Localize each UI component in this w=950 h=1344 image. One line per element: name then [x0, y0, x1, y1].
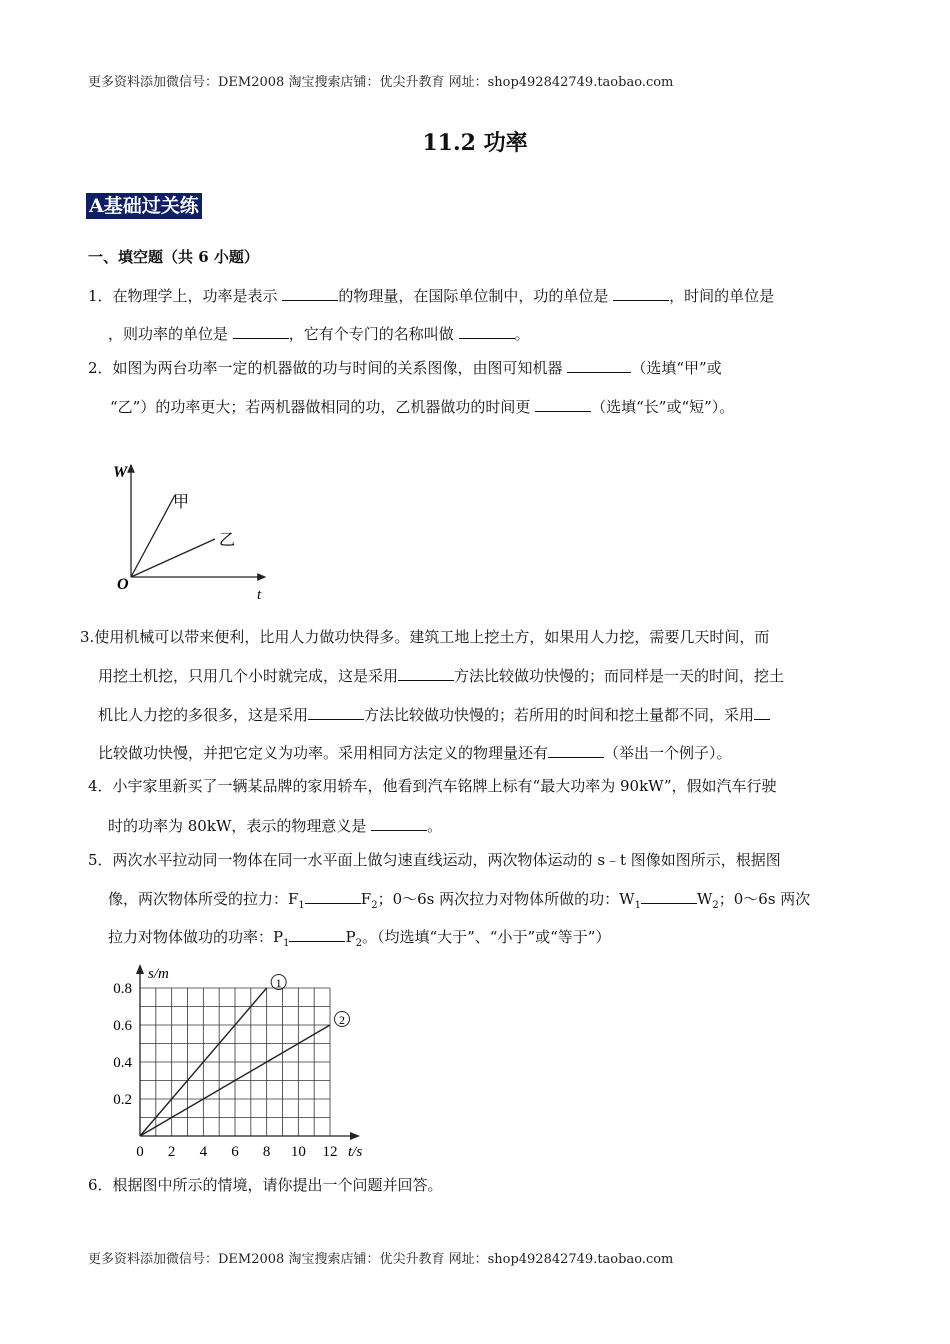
- y-axis-label: s/m: [148, 966, 169, 982]
- x-tick-label: 10: [290, 1144, 306, 1160]
- label-jia: 甲: [173, 494, 190, 511]
- series-label: 1: [275, 976, 282, 990]
- question-3-line-1: 3.使用机械可以带来便利，比用人力做功快得多。建筑工地上挖土方，如果用人力挖，需要几天时间，而: [80, 628, 770, 646]
- y-tick-label: 0.4: [113, 1055, 132, 1071]
- section-badge: A基础过关练: [86, 193, 202, 219]
- question-5-line-3: 拉力对物体做功的功率：$P_1$ $P_2$。（均选填“大于”、“小于”或“等于”）: [108, 928, 611, 949]
- answer-blank[interactable]: [459, 323, 515, 339]
- answer-blank[interactable]: [305, 888, 361, 904]
- question-6: 6．根据图中所示的情境，请你提出一个问题并回答。: [88, 1176, 443, 1194]
- question-4-line-1: 4．小宇家里新买了一辆某品牌的家用轿车，他看到汽车铭牌上标有“最大功率为 90kW”，假如汽车行驶: [88, 777, 777, 795]
- question-1-line-2: ，则功率的单位是 ，它有个专门的名称叫做 。: [108, 325, 530, 343]
- question-3-line-3: 机比人力挖的多很多，这是采用 方法比较做功快慢的；若所用的时间和挖土量都不同，采用: [98, 704, 770, 725]
- answer-blank[interactable]: [548, 742, 604, 758]
- subsection-heading: 一、填空题（共 6 小题）: [88, 248, 259, 266]
- answer-blank[interactable]: [613, 285, 669, 301]
- answer-blank[interactable]: [371, 815, 427, 831]
- x-tick-label: 6: [231, 1144, 239, 1160]
- s-t-chart: [100, 958, 380, 1163]
- series-label: 2: [339, 1013, 345, 1027]
- x-tick-label: 4: [199, 1144, 208, 1160]
- label-yi: 乙: [219, 532, 236, 549]
- y-tick-label: 0.8: [113, 981, 132, 997]
- line-jia: [131, 495, 175, 577]
- y-axis-label: W: [113, 464, 128, 481]
- page-title: 11.2 功率: [422, 130, 528, 156]
- answer-blank[interactable]: [535, 396, 591, 412]
- origin-label: O: [117, 576, 129, 593]
- answer-blank[interactable]: [398, 665, 454, 681]
- question-5-line-1: 5．两次水平拉动同一物体在同一水平面上做匀速直线运动，两次物体运动的 s﹣t 图像如图所示，根据图: [88, 851, 781, 869]
- answer-blank[interactable]: [641, 888, 697, 904]
- x-axis-label: t: [257, 587, 262, 603]
- x-tick-label: 0: [136, 1144, 144, 1160]
- answer-blank[interactable]: [567, 357, 631, 373]
- x-tick-label: 12: [322, 1144, 338, 1160]
- x-axis-arrow: [350, 1132, 360, 1140]
- work-time-graph: [105, 455, 275, 605]
- answer-blank[interactable]: [754, 704, 770, 720]
- question-5-line-2: 像，两次物体所受的拉力：$F_1$ $F_2$；0～6s 两次拉力对物体所做的功：$W_1$ $W_2$；0～6s 两次: [108, 890, 811, 911]
- x-tick-label: 2: [167, 1144, 176, 1160]
- answer-blank[interactable]: [233, 323, 289, 339]
- y-tick-label: 0.6: [113, 1018, 132, 1034]
- question-2-line-1: 2．如图为两台功率一定的机器做的功与时间的关系图像，由图可知机器 （选填“甲”或: [88, 359, 722, 377]
- x-tick-label: 8: [262, 1144, 271, 1160]
- line-yi: [131, 539, 215, 577]
- page-footer: 更多资料添加微信号：DEM2008 淘宝搜索店铺：优尖升教育 网址：shop492842749.taobao.com: [88, 1252, 674, 1267]
- answer-blank[interactable]: [308, 704, 364, 720]
- question-3-line-4: 比较做功快慢，并把它定义为功率。采用相同方法定义的物理量还有 （举出一个例子）。: [98, 744, 732, 762]
- answer-blank[interactable]: [282, 285, 338, 301]
- y-tick-label: 0.2: [113, 1092, 132, 1108]
- page-header: 更多资料添加微信号：DEM2008 淘宝搜索店铺：优尖升教育 网址：shop492842749.taobao.com: [88, 75, 674, 90]
- question-2-line-2: “乙”）的功率更大；若两机器做相同的功，乙机器做功的时间更 （选填“长”或“短”）。: [110, 398, 735, 416]
- x-axis-label: t/s: [348, 1144, 363, 1160]
- y-axis-arrow: [136, 964, 144, 974]
- question-1-line-1: 1．在物理学上，功率是表示 的物理量，在国际单位制中，功的单位是 ，时间的单位是: [88, 287, 775, 305]
- answer-blank[interactable]: [289, 926, 345, 942]
- question-3-line-2: 用挖土机挖，只用几个小时就完成，这是采用 方法比较做功快慢的；而同样是一天的时间，挖土: [98, 667, 785, 685]
- question-4-line-2: 时的功率为 80kW，表示的物理意义是 。: [108, 817, 443, 835]
